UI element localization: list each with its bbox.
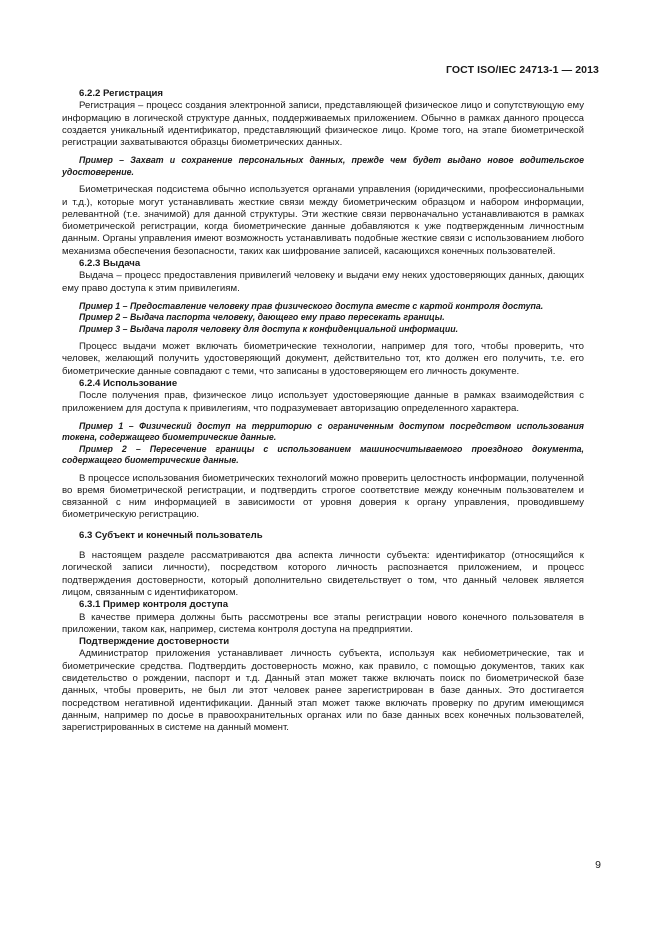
paragraph: В качестве примера должны быть рассмотрены все этапы регистрации нового конечного пользователя в приложении, таком как, например, система контроля доступа на предприятии.	[62, 611, 584, 635]
section-heading: 6.2.2 Регистрация	[79, 88, 164, 99]
section-heading: 6.2.4 Использование	[79, 378, 178, 390]
paragraph: Биометрическая подсистема обычно используется органами управления (юридическими, профессиональными и т.д.), которые могут устанавливать жесткие связи между биометрическим образцом и набором информации, релевантной (т.е. значимой) для данной структуры. Эти жесткие связи первоначально устанавливаются в рамках биометрической регистрации, когда биометрические данные добавляются к уже подтвержденным личностным данным. Органы управления имеют возможность устанавливать подобные жесткие связи с использованием любого механизма обеспечения безопасности, таких как шифрование записей, касающихся конечных пользователей.	[62, 184, 584, 257]
document-header: ГОСТ ISO/IEC 24713-1 — 2013	[446, 64, 599, 76]
example-note: Пример – Захват и сохранение персональных данных, прежде чем будет выдано новое водительское удостоверение.	[62, 155, 584, 177]
spacer	[62, 542, 584, 550]
paragraph: Регистрация – процесс создания электронной записи, представляющей физическое лицо и сопутствующую ему информацию в логической структуре данных, поддерживаемых приложением. Обычно в рамках данного процесса создается уникальный идентификатор, представляющий физическое лицо. Кроме того, на этапе биометрической регистрации захватываются образцы биометрических данных.	[62, 100, 584, 149]
example-note: Пример 1 – Физический доступ на территорию с ограниченным доступом посредством использования токена, содержащего биометрические данные.	[62, 420, 584, 443]
section-heading: Подтверждение достоверности	[79, 636, 230, 648]
example-note: Пример 2 – Выдача паспорта человеку, дающего ему право пересекать границы.	[79, 312, 445, 323]
example-note: Пример 2 – Пересечение границы с использованием машиносчитываемого проездного документа, содержащего биометрические данные.	[62, 443, 584, 466]
example-note: Пример 3 – Выдача пароля человеку для доступа к конфиденциальной информации.	[79, 323, 459, 334]
section-heading: 6.3 Субъект и конечный пользователь	[79, 529, 263, 541]
example-note: Пример 1 – Предоставление человеку прав физического доступа вместе с картой контроля доступа.	[79, 300, 544, 311]
document-body	[62, 88, 584, 735]
section-heading: 6.2.3 Выдача	[79, 258, 141, 270]
paragraph: Администратор приложения устанавливает личность субъекта, используя как небиометрические, так и биометрические средства. Подтвердить достоверность можно, как правило, с помощью документов, таких как свидетельство о рождении, паспорт и т.д. Данный этап может также включать поиск по биометрической базе данных, чтобы проверить, не был ли этот человек ранее зарегистрирован в базе данных. Это достигается посредством негативной идентификации. Данный этап может также включать проверку по другим имеющимся данным, например по досье в правоохранительных органах или по базе данных всех конечных пользователей, зарегистрированных в системе на данный момент.	[62, 648, 584, 734]
section-heading: 6.3.1 Пример контроля доступа	[79, 599, 229, 611]
spacer	[62, 522, 584, 530]
page-number: 9	[595, 859, 601, 871]
paragraph: Процесс выдачи может включать биометрические технологии, например для того, чтобы проверить, что человек, желающий получить удостоверяющий документ, действительно тот, кто должен его получить, т.е. его биометрические данные совпадают с теми, что записаны в удостоверяющем его личность документе.	[62, 341, 584, 377]
paragraph: В настоящем разделе рассматриваются два аспекта личности субъекта: идентификатор (относящийся к логической записи личности), посредством которого личность распознается приложением, и процесс подтверждения достоверности, который дополнительно свидетельствует о том, что данный человек является лицом, связанным с идентификатором.	[62, 550, 584, 598]
paragraph: Выдача – процесс предоставления привилегий человеку и выдачи ему неких удостоверяющих данных, дающих ему право доступа к этим привилегиям.	[62, 270, 584, 294]
paragraph: После получения прав, физическое лицо использует удостоверяющие данные в рамках взаимодействия с приложением для доступа к привилегиям, что подразумевает авторизацию определенного характера.	[62, 390, 584, 414]
paragraph: В процессе использования биометрических технологий можно проверить целостность информации, полученной во время биометрической регистрации, и подтвердить строгое соответствие между конечным пользователем и связанной с ним информацией в зависимости от уровня доверия к органу управления, проводившему биометрическую регистрацию.	[62, 472, 584, 521]
